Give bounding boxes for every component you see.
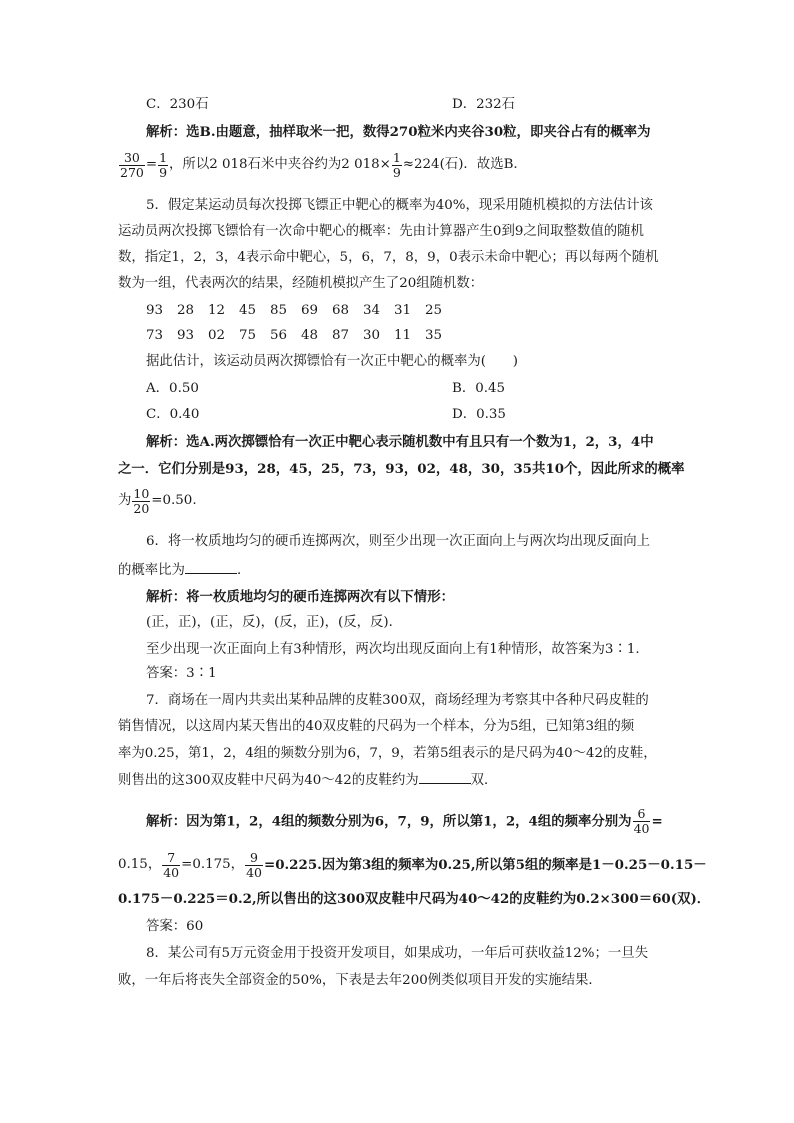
q7-answer-blank <box>419 770 471 784</box>
q6-solution-line3: 至少出现一次正面向上有3种情形，两次均出现反面向上有1种情形，故答案为3∶1. <box>146 642 640 657</box>
q7-stem-line2: 销售情况，以这周内某天售出的40双皮鞋的尺码为一个样本，分为5组，已知第3组的频 <box>118 719 635 734</box>
q7-stem-line1: 7．商场在一周内共卖出某种品牌的皮鞋300双，商场经理为考察其中各种尺码皮鞋的 <box>146 693 649 708</box>
q5-stem-line4: 数为一组，代表两次的结果，经随机模拟产生了20组随机数： <box>118 276 484 291</box>
q4-option-d: D．232石 <box>452 97 516 112</box>
q4-fraction-30-270: $\frac{30}{270}$ <box>120 149 144 180</box>
q5-solution-line1: 解析：选A.两次掷镖恰有一次正中靶心表示随机数中有且只有一个数为1，2，3，4中 <box>146 434 654 450</box>
q5-options-row1 <box>146 379 706 399</box>
q7-fraction-6-40: $\frac{6}{40}$ <box>633 806 650 836</box>
q7-fraction-7-40: $\frac{7}{40}$ <box>163 849 180 880</box>
q6-answer: 答案：3∶1 <box>146 666 217 681</box>
q8-stem-line1: 8．某公司有5万元资金用于投资开发项目，如果成功，一年后可获收益12%；一旦失 <box>146 946 649 961</box>
q6-answer-blank <box>185 560 237 574</box>
q7-answer: 答案：60 <box>146 919 204 934</box>
q5-fraction-10-20: $\frac{10}{20}$ <box>133 485 150 516</box>
q5-solution-line2: 之一．它们分别是93，28，45，25，73，93，02，48，30，35共10个，因此所求的概率 <box>118 461 685 477</box>
q5-option-b: B．0.45 <box>452 381 506 396</box>
q5-option-d: D．0.35 <box>452 407 506 422</box>
q6-solution-line2: (正，正)，(正，反)，(反，正)，(反，反)． <box>146 615 403 630</box>
q8-stem-line2: 败，一年后将丧失全部资金的50%，下表是去年200例类似项目开发的实施结果． <box>118 973 602 988</box>
q5-random-numbers-row1: 93 28 12 45 85 69 68 34 31 25 <box>146 303 443 318</box>
q7-solution-line1: 解析：因为第1，2，4组的频数分别为6，7，9，所以第1，2，4组的频率分别为 $\frac{6}{40}$ = <box>146 806 663 836</box>
q4-fraction-1-9-b: $\frac{1}{9}$ <box>392 149 401 180</box>
q5-stem-line3: 数，指定1，2，3，4表示命中靶心，5，6，7，8，9，0表示未命中靶心；再以每两个随机 <box>118 250 659 265</box>
q5-random-numbers-row2: 73 93 02 75 56 48 87 30 11 35 <box>146 328 443 343</box>
q4-fraction-1-9: $\frac{1}{9}$ <box>159 149 168 180</box>
q5-solution-line3: 为 $\frac{10}{20}$ =0.50. <box>118 485 197 516</box>
q7-solution-line2: 0.15， $\frac{7}{40}$ =0.175， $\frac{9}{40}$ =0.225.因为第3组的频率为0.25,所以第5组的频率是1－0.25－0.15－ <box>118 849 707 880</box>
q4-solution-line2: $\frac{30}{270}$ = $\frac{1}{9}$ ，所以2 018石米中夹谷约为2 018× $\frac{1}{9}$ ≈224(石)．故选B. <box>120 149 518 180</box>
q5-stem-line1: 5．假定某运动员每次投掷飞镖正中靶心的概率为40%，现采用随机模拟的方法估计该 <box>146 198 653 213</box>
q5-options-row2 <box>146 405 706 425</box>
q5-option-c: C．0.40 <box>146 407 200 422</box>
q5-question: 据此估计，该运动员两次掷镖恰有一次正中靶心的概率为( ) <box>146 354 518 369</box>
q5-stem-line2: 运动员两次投掷飞镖恰有一次命中靶心的概率：先由计算器产生0到9之间取整数值的随机 <box>118 224 644 239</box>
q6-solution-line1: 解析：将一枚质地均匀的硬币连掷两次有以下情形： <box>146 589 454 605</box>
q7-solution-line3: 0.175－0.225＝0.2,所以售出的这300双皮鞋中尺码为40～42的皮鞋约为0.2×300＝60(双)． <box>118 891 711 907</box>
q4-options-row <box>146 95 706 115</box>
q7-fraction-9-40: $\frac{9}{40}$ <box>246 849 262 880</box>
q6-stem-line2: 的概率比为 ． <box>118 560 678 581</box>
q4-option-c: C．230石 <box>146 97 209 112</box>
q4-solution-line1: 解析：选B.由题意，抽样取米一把，数得270粒米内夹谷30粒，即夹谷占有的概率为 <box>146 124 651 140</box>
q7-stem-line4: 则售出的这300双皮鞋中尺码为40～42的皮鞋约为 双． <box>118 770 678 791</box>
q6-stem-line1: 6．将一枚质地均匀的硬币连掷两次，则至少出现一次正面向上与两次均出现反面向上 <box>146 534 650 549</box>
q7-stem-line3: 率为0.25，第1，2，4组的频数分别为6，7，9，若第5组表示的是尺码为40～42的皮鞋， <box>118 746 657 761</box>
q5-option-a: A．0.50 <box>146 381 199 396</box>
